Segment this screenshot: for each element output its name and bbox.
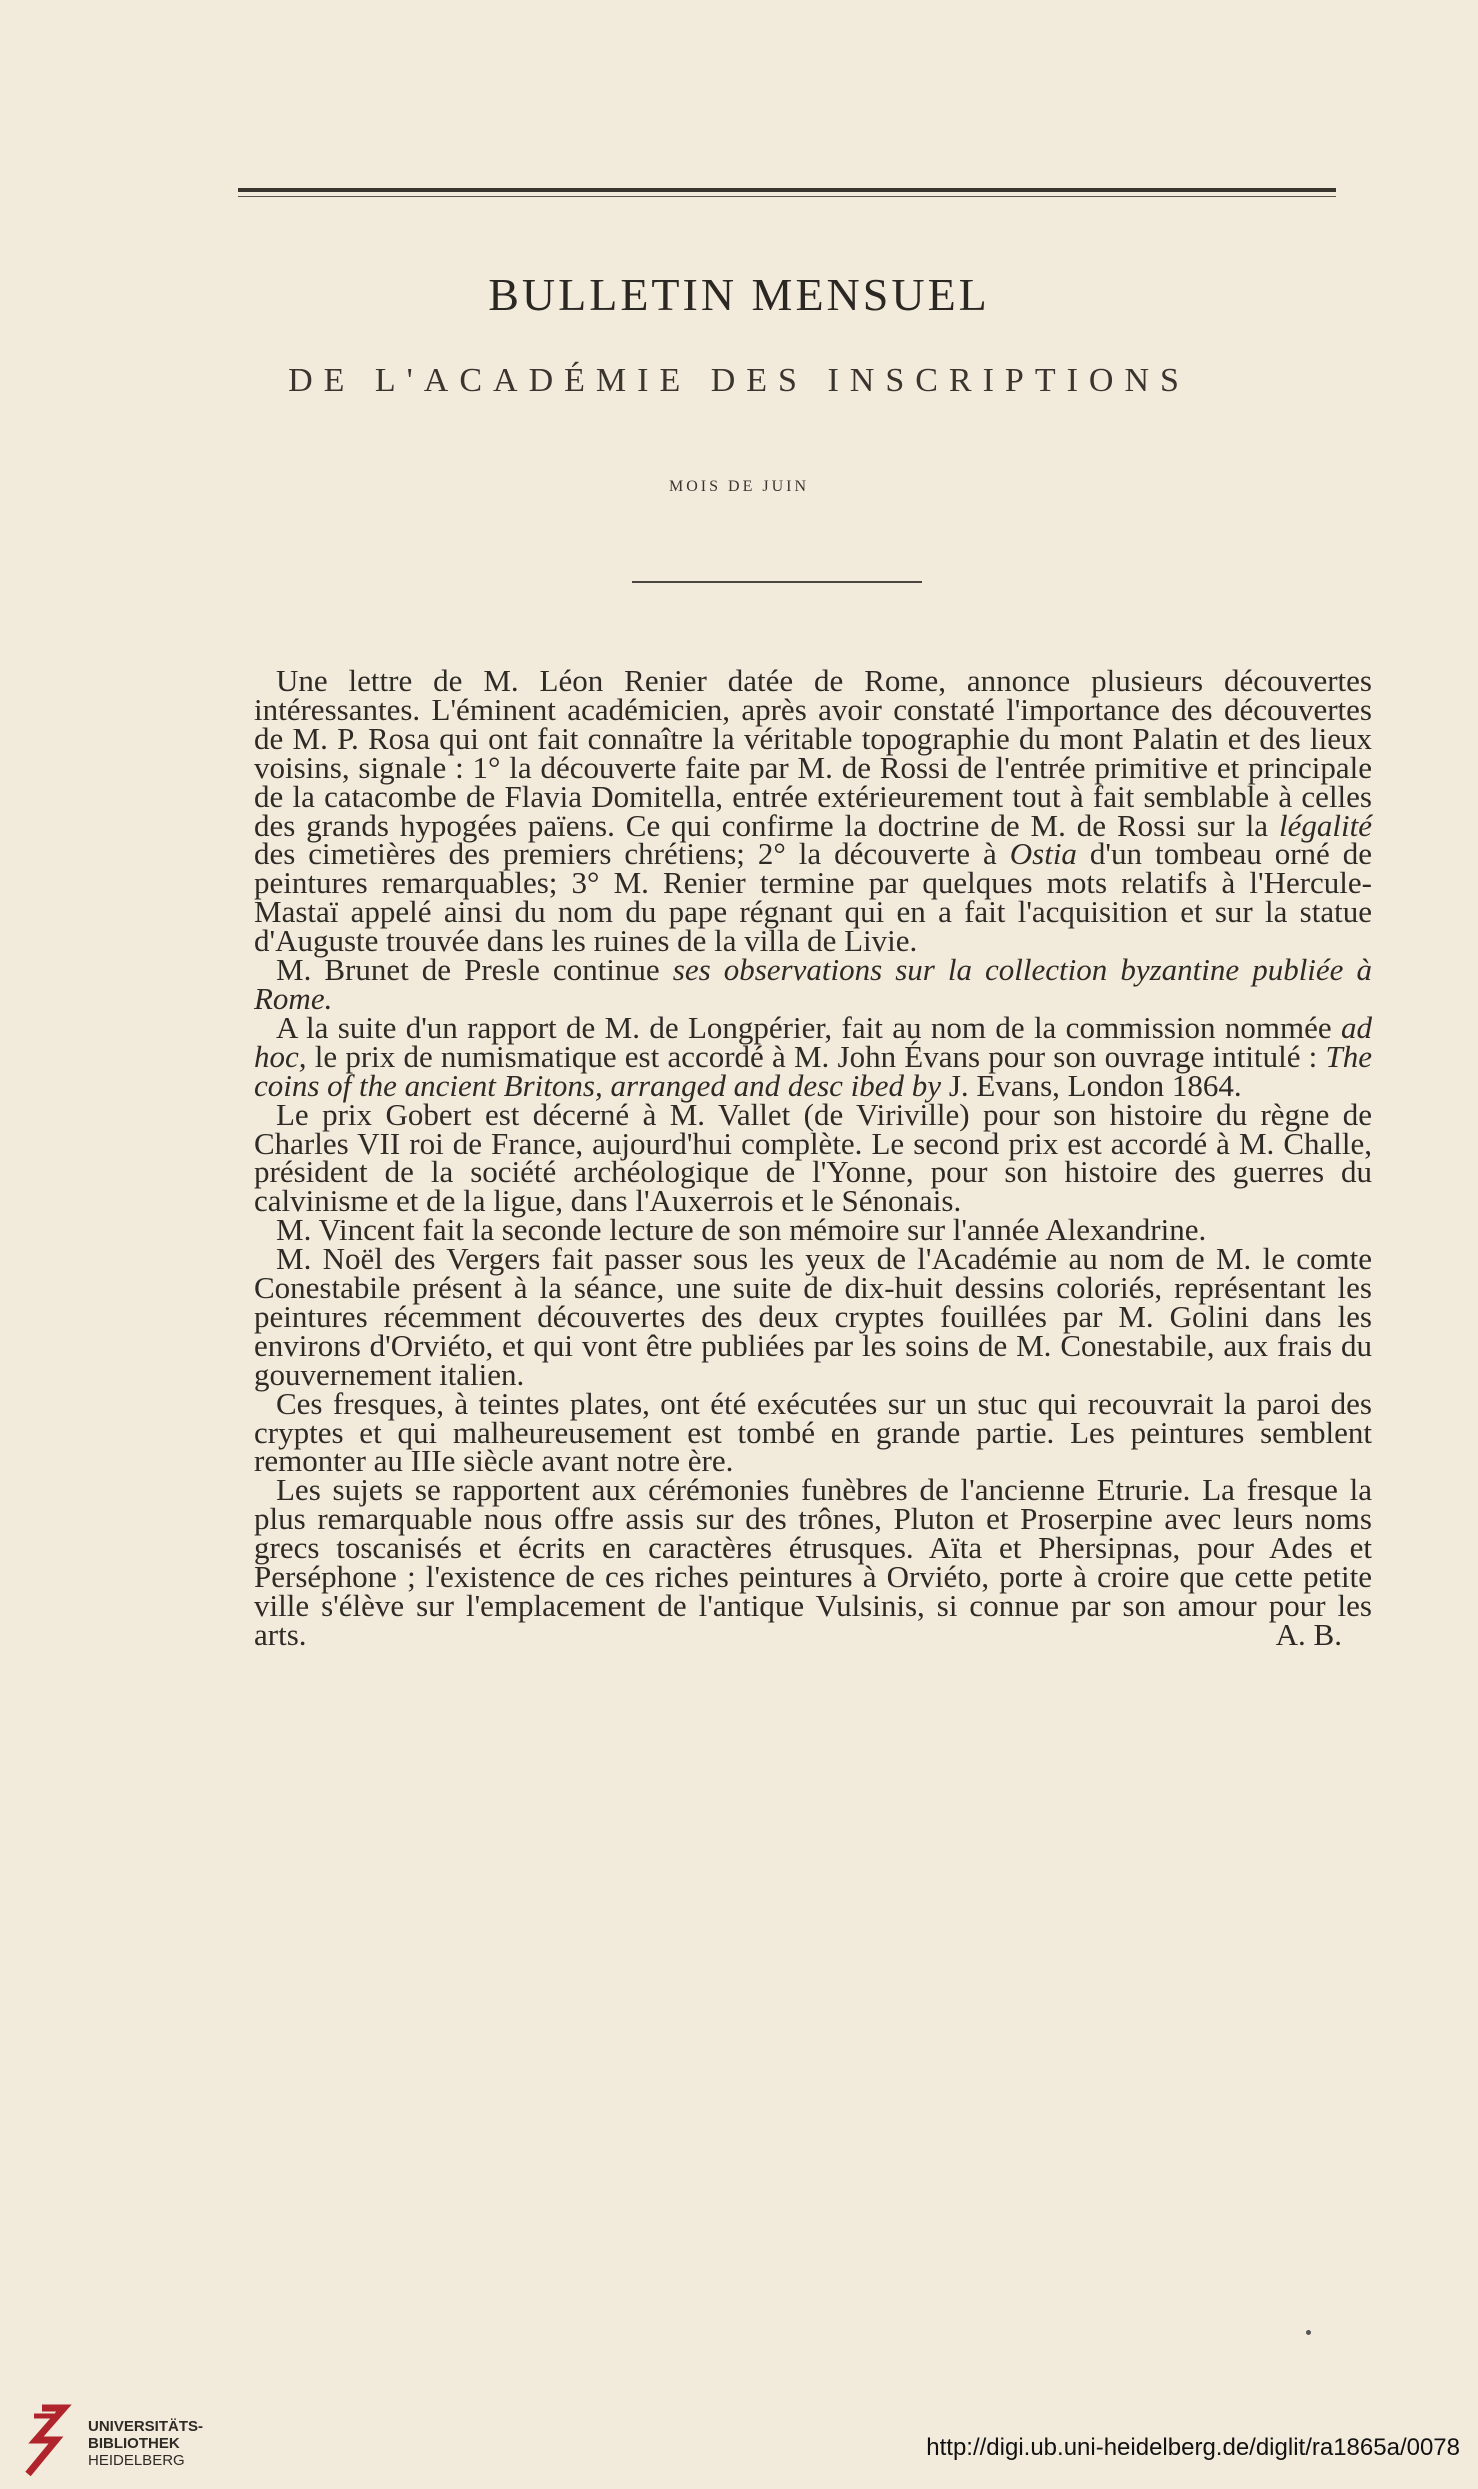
italic-text: The coins of the ancient Britons, arranged and desc ibed by — [254, 1038, 1372, 1103]
bulletin-title: BULLETIN MENSUEL — [488, 269, 990, 320]
paragraph — [254, 1472, 1372, 1652]
top-double-rule — [238, 188, 1336, 197]
section-divider — [632, 581, 922, 583]
text-run: M. Brunet de Presle continue — [276, 952, 673, 988]
paragraph — [254, 1385, 1372, 1479]
library-name-line: BIBLIOTHEK — [88, 2435, 180, 2452]
text-run: d'un tombeau orné de peintures remarquables; 3° M. Renier termine par quelques mots relatifs à l'Hercule-Mastaï appelé ainsi du nom du pape régnant qui en a fait l'acquisition et sur la statue d'Auguste trouvée dans les ruines de la villa de Livie. — [254, 836, 1373, 959]
article-body — [254, 663, 1373, 1652]
text-run: Les sujets se rapportent aux cérémonies funèbres de l'ancienne Etrurie. La fresque la plus remarquable nous offre assis sur des trônes, Pluton et Proserpine avec leurs noms grecs toscanisés et écrits en caractères étrusques. Aïta et Phersipnas, pour Ades et Perséphone ; l'existence de ces riches peintures à Orviéto, porte à croire que cette petite ville s'élève sur l'emplacement de l'antique Vulsinis, si connue par son amour pour les arts. — [254, 1472, 1372, 1652]
text-run: M. Noël des Vergers fait passer sous les yeux de l'Académie au nom de M. le comte Conestabile présent à la séance, une suite de dix-huit dessins coloriés, représentant les peintures récemment découvertes des deux cryptes fouillées par M. Golini dans les environs d'Orviéto, et qui vont être publiées par les soins de M. Conestabile, aux frais du gouvernement italien. — [254, 1241, 1372, 1392]
library-name — [88, 2418, 203, 2469]
month-heading: MOIS DE JUIN — [669, 478, 809, 495]
paragraph — [254, 1241, 1372, 1392]
italic-text: ad hoc, — [254, 1009, 1372, 1074]
text-run: M. Vincent fait la seconde lecture de son mémoire sur l'année Alexandrine. — [276, 1212, 1207, 1248]
text-run: Ces fresques, à teintes plates, ont été exécutées sur un stuc qui recouvrait la paroi des cryptes et qui malheureusement est tombé en grande partie. Les peintures semblent remonter au IIIe siècle avant notre ère. — [254, 1385, 1372, 1479]
text-run: Le prix Gobert est décerné à M. Vallet (de Viriville) pour son histoire du règne de Charles VII roi de France, aujourd'hui complète. Le second prix est accordé à M. Challe, président de la société archéologique de l'Yonne, pour son histoire des guerres du calvinisme et de la ligue, dans l'Auxerrois et le Sénonais. — [254, 1096, 1372, 1219]
source-url-link[interactable]: http://digi.ub.uni-heidelberg.de/diglit/ra1865a/0078 — [926, 2434, 1460, 2461]
library-name-line: HEIDELBERG — [88, 2452, 185, 2469]
paragraph — [254, 663, 1373, 959]
text-run: des cimetières des premiers chrétiens; 2° la découverte à — [254, 836, 1010, 872]
italic-text: Ostia — [1009, 836, 1077, 872]
paragraph — [254, 952, 1372, 1016]
text-run: A la suite d'un rapport de M. de Longpérier, fait au nom de la commission nommée — [276, 1009, 1341, 1045]
text-run: le prix de numismatique est accordé à M. John Évans pour son ouvrage intitulé : — [306, 1038, 1326, 1074]
italic-text: légalité — [1279, 807, 1372, 843]
text-run: J. Evans, London 1864. — [941, 1067, 1242, 1103]
paragraph — [254, 1096, 1372, 1219]
text-run: Une lettre de M. Léon Renier datée de Rome, annonce plusieurs découvertes intéressantes. L'éminent académicien, après avoir constaté l'importance des découvertes de M. P. Rosa qui ont fait connaître la véritable topographie du mont Palatin et des lieux voisins, signale : 1° la découverte faite par M. de Rossi de l'entrée primitive et principale de la catacombe de Flavia Domitella, entrée extérieurement tout à fait semblable à celles des grands hypogées païens. Ce qui confirme la doctrine de M. de Rossi sur la — [254, 663, 1372, 843]
ink-speck — [1306, 2330, 1311, 2335]
academie-subtitle: DE L'ACADÉMIE DES INSCRIPTIONS — [288, 362, 1190, 399]
library-logo-icon — [12, 2400, 84, 2480]
author-signature: A. B. — [1275, 1616, 1342, 1652]
library-name-line: UNIVERSITÄTS- — [88, 2418, 204, 2435]
paragraph — [254, 1009, 1372, 1103]
italic-text: ses observations sur la collection byzantine publiée à Rome. — [254, 952, 1372, 1016]
